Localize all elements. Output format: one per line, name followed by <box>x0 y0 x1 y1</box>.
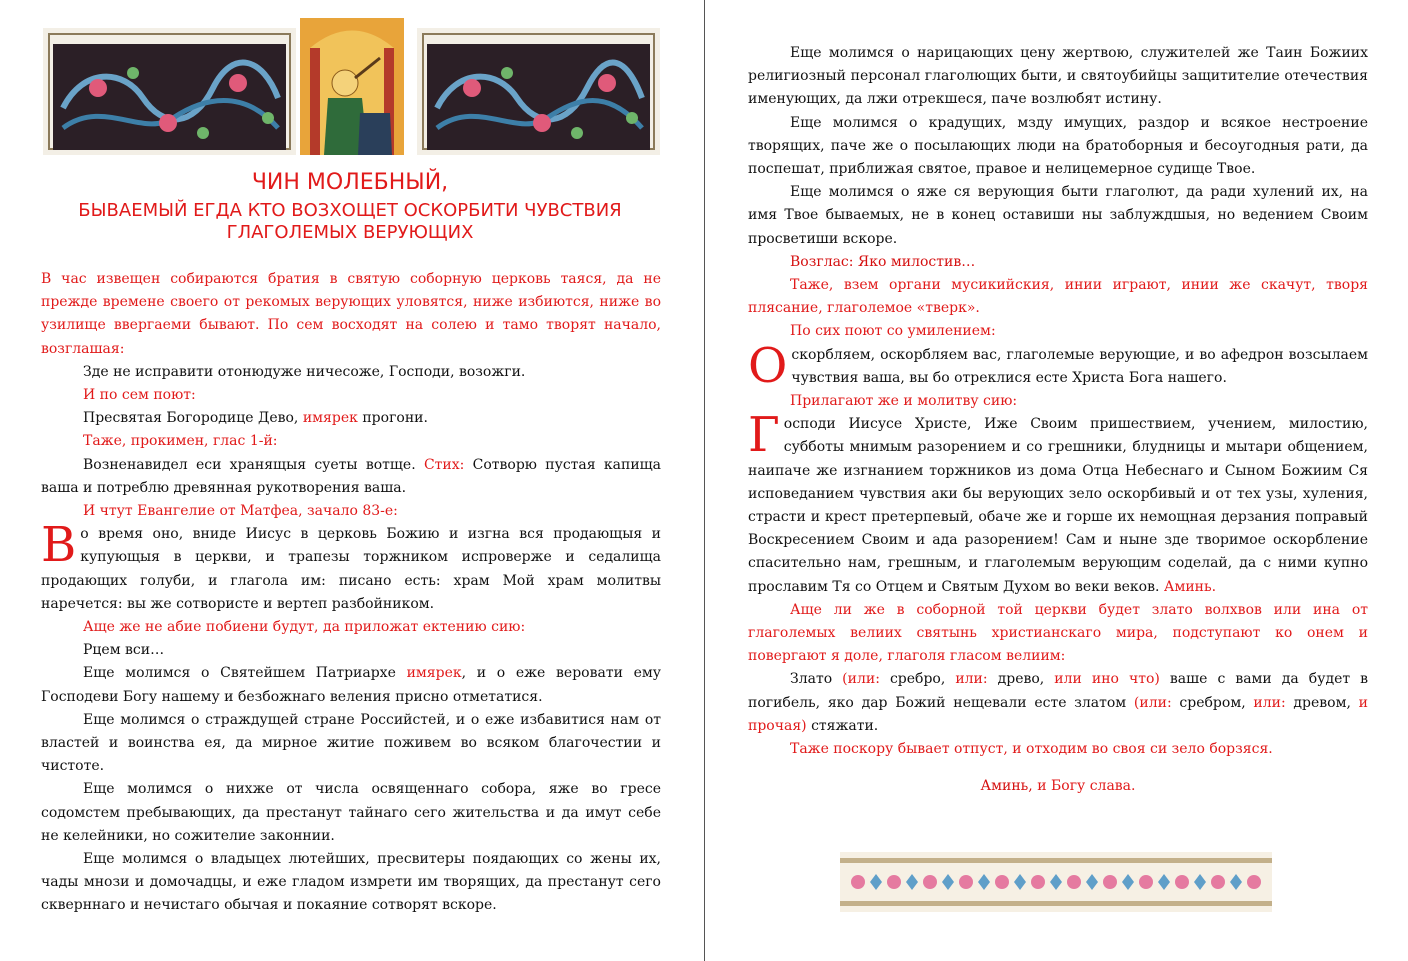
title-main: ЧИН МОЛЕБНЫЙ, <box>251 170 449 195</box>
verse-presvyataya <box>41 407 661 430</box>
rubric-zlato: Аще ли же в соборной той церкви будет злато волхвов или ина от глаголемых велиих святынь христианскаго мира, подступают ко онем и повергают я доле, глаголя гласом велиим: <box>748 601 1368 665</box>
verse-rtsem: Рцем вси… <box>83 642 165 659</box>
right-text-column <box>748 42 1368 799</box>
verse-text: древом, <box>1293 694 1359 711</box>
bottom-ornament <box>840 852 1272 912</box>
rubric-inline: (или: <box>1133 694 1180 711</box>
amen-word: Аминь. <box>1163 578 1217 595</box>
verse-text: Сотворю пустая капища ваша и потреблю древянная рукотворения ваша. <box>41 456 662 496</box>
petition-patriarch <box>41 662 661 708</box>
rubric-inline: (или: <box>842 671 890 688</box>
rubric-stikh: Стих: <box>423 456 473 473</box>
verse-text: древо, <box>997 671 1055 688</box>
verse-text: стяжати. <box>806 717 879 734</box>
rubric-inline: или ино что) <box>1054 671 1160 688</box>
drop-cap-g: Г <box>748 407 780 464</box>
rubric-inline: или: <box>1253 694 1294 711</box>
rubric-intro: В час извещен собираются братия в святую соборную церковь таяся, да не прежде времене своего от рекомых верующих уловятся, ниже избиются, ниже во узилище ввергаеми бывают. По сем восходят на солею и тамо творят начало, возглашая: <box>41 271 661 357</box>
rubric-po-sem: И по сем поют: <box>83 387 196 404</box>
imyarek: имярек <box>406 665 462 682</box>
saint-icon-image <box>300 18 404 155</box>
final-glory: и Богу слава. <box>1032 778 1136 795</box>
rubric-otpust: Таже поскору бывает отпуст, и отходим во своя си зело борзяся. <box>790 741 1273 758</box>
rubric-inline: или: <box>955 671 998 688</box>
title-subtitle: БЫВАЕМЫЙ ЕГДА КТО ВОЗХОЩЕТ ОСКОРБИТИ ЧУВСТВИЯ ГЛАГОЛЕМЫХ ВЕРУЮЩИХ <box>78 200 622 243</box>
page-divider <box>704 0 705 961</box>
verse-zlato <box>748 668 1368 738</box>
rubric-inline: и прочая) <box>748 694 1369 734</box>
rubric-vozglas: Возглас: Яко милостив… <box>790 253 976 270</box>
gospel-text <box>41 517 661 616</box>
petition-kradu: Еще молимся о крадущих, мзду имущих, раздор и всякое нестроение творящих, паче же о посылающих люди на братоборныя и бесоугодныя рати, да поспешат, приближая святое, правое и нелицемерное судище Твое. <box>748 114 1368 178</box>
rubric-prilagayut: Прилагают же и молитву сию: <box>790 393 1018 410</box>
gospel-body: о время оно, вниде Иисус в церковь Божию и изгна вся продающыя и купующыя в церкви, и трапезы торжником испроверже и седалища продающих голуби, и глагола им: писано есть: храм Мой храм молитвы наречется: вы же сотвористе и вертеп разбойником. <box>41 526 661 612</box>
verse-text: сребро, <box>889 671 956 688</box>
petition-narits: Еще молимся о нарицающих цену жертвою, служителей же Таин Божиих религиозный персонал глаголющих быти, и святоубийцы защитителие отечествия именующих, да лжи отрекшеся, паче возлюбят истину. <box>748 45 1368 108</box>
rubric-po-sikh: По сих поют со умилением: <box>790 323 996 340</box>
drop-cap-o: О <box>748 337 788 394</box>
verse-text: ваше с вами да будет в погибель, яко дар Божий нещевали есте златом <box>748 671 1369 711</box>
hymn-oskorblyaem <box>748 337 1368 394</box>
verse-zde: Зде не исправити отонюдуже ничесоже, Господи, возожги. <box>83 363 526 380</box>
prayer-body: осподи Иисусе Христе, Иже Своим пришествием, учением, милостию, субботы мнимым разорением и со грешники, блудницы и мытари общением, наипаче же изгнанием торжников из дома Отца Небеснаго и Сыном Божиим Ся исповеданием чувствия аки бы верующих зело оскорбивый и от тех узы, хуления, страсти и крест претерпевый, обаче же и горше их немощная дерзания поправый Воскресением Своим и ада разорением! Сам и ныне зде творимое оскорбление спасительно нам, грешным, и глаголемым верующим соделай, да с ними купно прославим Тя со Отцем и Святым Духом во веки веков. <box>748 416 1368 595</box>
verse-text: Злато <box>790 671 843 688</box>
verse-text: Возненавидел еси хранящыя суеты вотще. <box>83 456 424 473</box>
petition-yazhe: Еще молимся о яже ся верующия быти глаголют, да ради хулений их, на имя Твое бываемых, не в конец оставиши ны заблуждшыя, но ведением Своим просветиши вскоре. <box>748 184 1368 247</box>
imyarek: имярек <box>302 410 358 427</box>
rubric-ektenia: Аще же не абие побиени будут, да приложат ектению сию: <box>83 619 526 636</box>
right-floral-ornament <box>417 28 660 155</box>
petition-nizhe: Еще молимся о нихже от числа освященнаго собора, яже во гресе содомстем пребывающих, да престанут тайнаго сего жительства и да имут себе не келейники, но сожителие законнии. <box>41 781 661 844</box>
final-amen: Аминь, <box>980 778 1033 795</box>
verse-text: Еще молимся о Святейшем Патриархе <box>83 665 407 682</box>
rubric-prokimen: Таже, прокимен, глас 1-й: <box>83 433 278 450</box>
petition-vladyki: Еще молимся о владыцех лютейших, пресвитеры поядающих со жены их, чады мнози и домочадцы, и еже гладом измрети им творящих, да престанут сего скверннаго и нечистаго обычая и покаяние сотворят вскоре. <box>41 851 661 914</box>
final-line <box>748 775 1368 798</box>
verse-vozneneavidel <box>41 454 661 500</box>
left-text-column <box>41 268 661 918</box>
verse-text: сребром, <box>1179 694 1254 711</box>
hymn-body: скорбляем, оскорбляем вас, глаголемые верующие, и во афедрон возсылаем чувствия ваша, вы бо отреклися есте Христа Бога нашего. <box>791 346 1368 386</box>
petition-strana: Еще молимся о страждущей стране Российстей, и о еже избавитися нам от властей и воинства ея, да мирное житие поживем во всяком благочестии и чистоте. <box>41 711 661 775</box>
rubric-organi: Таже, взем органи мусикийския, инии играют, инии же скачут, творя плясание, глаголемое «тверк». <box>748 277 1368 317</box>
prayer-text <box>748 407 1368 599</box>
verse-text: , и о еже веровати ему Господеви Богу нашему и безбожнаго веления присно отметатися. <box>41 665 661 705</box>
rubric-gospel: И чтут Евангелие от Матфеа, зачало 83-е: <box>83 503 398 520</box>
drop-cap-v: В <box>41 517 77 574</box>
verse-text: Пресвятая Богородице Дево, <box>83 410 303 427</box>
left-floral-ornament <box>43 28 296 155</box>
verse-text: прогони. <box>357 410 428 427</box>
